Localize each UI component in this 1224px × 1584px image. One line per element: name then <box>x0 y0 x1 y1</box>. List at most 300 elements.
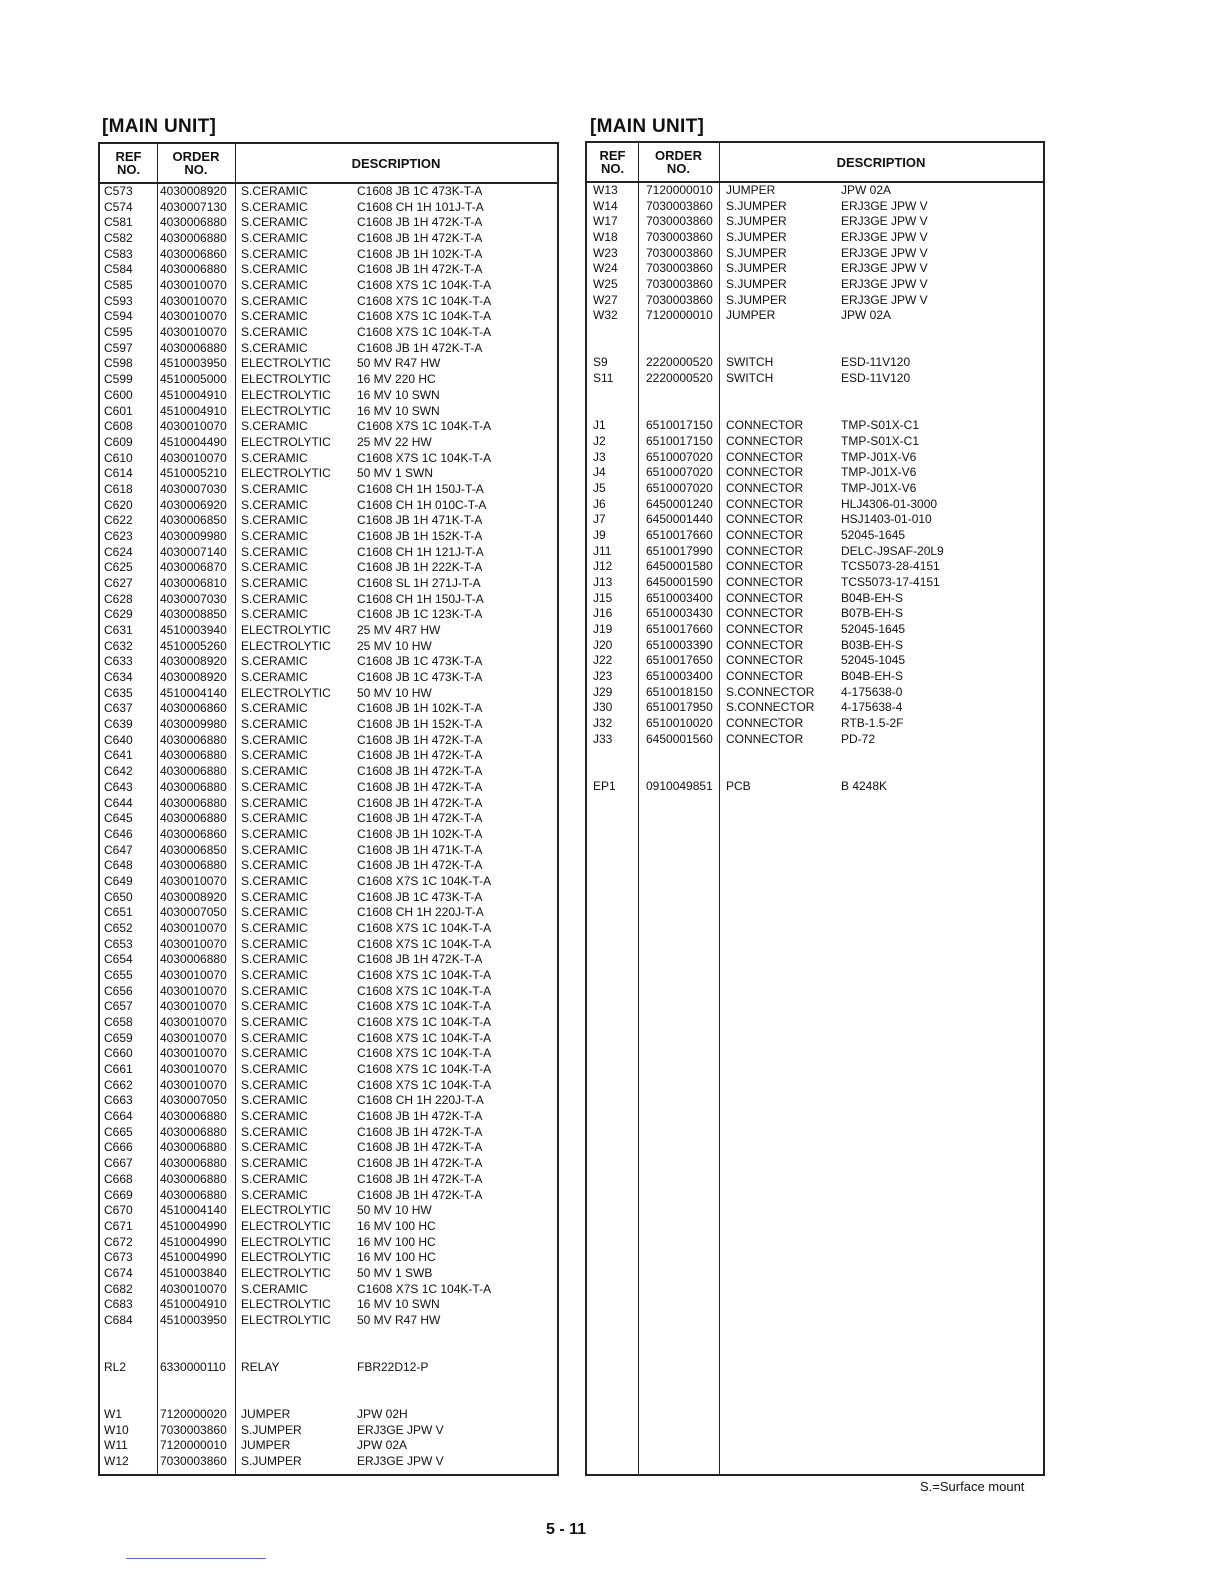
order-no: 4030010070 <box>160 873 227 888</box>
ref-no: J32 <box>593 716 613 731</box>
ref-no: W1 <box>104 1407 122 1422</box>
part-spec: C1608 X7S 1C 104K-T-A <box>357 968 492 982</box>
order-no: 4510004490 <box>160 434 227 449</box>
ref-no: C629 <box>104 607 133 622</box>
part-spec: TMP-J01X-V6 <box>841 449 917 464</box>
part-type: SWITCH <box>726 355 774 370</box>
order-no: 4030010070 <box>160 1046 227 1061</box>
part-type: S.CERAMIC <box>241 481 308 496</box>
part-type: S.JUMPER <box>241 1454 302 1469</box>
ref-no: S11 <box>593 371 614 386</box>
part-spec: C1608 JB 1H 472K-T-A <box>357 732 483 747</box>
order-no: 4030008920 <box>160 670 227 685</box>
part-type: S.CERAMIC <box>241 1077 308 1092</box>
order-no: 4030006860 <box>160 701 227 716</box>
part-spec: JPW 02A <box>357 1438 408 1453</box>
ref-no: C631 <box>104 623 133 638</box>
part-type: S.JUMPER <box>726 245 787 260</box>
order-no: 4030006880 <box>160 231 227 246</box>
ref-no: C663 <box>104 1093 133 1108</box>
ref-no: C674 <box>104 1265 133 1280</box>
right-header-ref <box>587 143 638 181</box>
order-no: 7120000010 <box>646 308 713 323</box>
part-type: S.CERAMIC <box>241 732 308 747</box>
part-type: S.CERAMIC <box>241 262 308 277</box>
ref-no: C668 <box>104 1171 133 1186</box>
ref-no: C656 <box>104 983 133 998</box>
part-spec: ERJ3GE JPW V <box>841 292 928 307</box>
part-type: S.JUMPER <box>726 214 787 229</box>
part-type: S.CERAMIC <box>241 513 308 528</box>
order-no: 4030008850 <box>160 607 227 622</box>
part-spec: HLJ4306-01-3000 <box>841 496 938 511</box>
ref-no: W14 <box>593 198 618 213</box>
ref-no: J29 <box>593 684 613 699</box>
ref-no: W27 <box>593 292 618 307</box>
part-type: CONNECTOR <box>726 418 804 433</box>
part-type: S.CERAMIC <box>241 701 308 716</box>
order-no: 4510004910 <box>160 403 227 418</box>
part-type: ELECTROLYTIC <box>241 638 331 653</box>
part-type: S.CERAMIC <box>241 246 308 261</box>
order-no: 4030006880 <box>160 795 227 810</box>
part-type: S.CONNECTOR <box>726 684 815 699</box>
ref-no: J2 <box>593 433 606 448</box>
ref-no: C598 <box>104 356 133 371</box>
order-no: 4030007030 <box>160 591 227 606</box>
order-no: 4030006880 <box>160 748 227 763</box>
order-no: 4030007050 <box>160 905 227 920</box>
right-section-title: [MAIN UNIT] <box>590 116 705 137</box>
ref-no: J5 <box>593 480 606 495</box>
part-type: S.JUMPER <box>726 261 787 276</box>
ref-no: C664 <box>104 1109 133 1124</box>
ref-no: C628 <box>104 591 133 606</box>
part-type: CONNECTOR <box>726 669 804 684</box>
order-no: 4030010070 <box>160 1015 227 1030</box>
part-type: S.CERAMIC <box>241 983 308 998</box>
order-no: 4030006880 <box>160 858 227 873</box>
part-type: S.CERAMIC <box>241 576 308 590</box>
ref-no: C657 <box>104 999 133 1014</box>
part-type: JUMPER <box>241 1438 291 1453</box>
part-type: CONNECTOR <box>726 527 804 542</box>
order-no: 6510003400 <box>646 669 713 684</box>
order-no: 6510017150 <box>646 418 713 433</box>
order-no: 4510004990 <box>160 1234 227 1249</box>
ref-no: C665 <box>104 1124 133 1139</box>
ref-no: C585 <box>104 278 133 293</box>
order-no: 6510003430 <box>646 606 713 621</box>
part-type: CONNECTOR <box>726 590 804 605</box>
part-spec: 25 MV 22 HW <box>357 434 432 449</box>
ref-no: C593 <box>104 293 133 308</box>
part-spec: C1608 JB 1H 472K-T-A <box>357 1140 483 1155</box>
part-type: S.CERAMIC <box>241 1062 308 1077</box>
part-spec: JPW 02A <box>841 183 892 197</box>
part-type: S.CERAMIC <box>241 920 308 935</box>
ref-no: J30 <box>593 700 613 715</box>
part-type: S.CERAMIC <box>241 1109 308 1124</box>
ref-no: W23 <box>593 245 618 260</box>
order-no: 4030010070 <box>160 1062 227 1077</box>
part-type: ELECTROLYTIC <box>241 685 331 700</box>
right-header-order <box>638 143 719 181</box>
part-type: S.CERAMIC <box>241 278 308 293</box>
part-spec: 16 MV 220 HC <box>357 372 436 387</box>
order-no: 6510017660 <box>646 527 713 542</box>
part-spec: TMP-S01X-C1 <box>841 418 920 433</box>
part-type: S.JUMPER <box>726 292 787 307</box>
order-no: 6510003390 <box>646 637 713 652</box>
ref-no: J22 <box>593 653 613 668</box>
part-spec: C1608 JB 1H 472K-T-A <box>357 748 483 763</box>
part-spec: 50 MV R47 HW <box>357 356 441 371</box>
ref-no: C573 <box>104 184 133 198</box>
part-type: CONNECTOR <box>726 543 804 558</box>
ref-no: C646 <box>104 826 133 841</box>
part-spec: 16 MV 10 SWN <box>357 1297 440 1312</box>
ref-no: C658 <box>104 1015 133 1030</box>
order-no: 4030006880 <box>160 952 227 967</box>
ref-no: C608 <box>104 419 133 434</box>
part-spec: C1608 JB 1H 472K-T-A <box>357 811 483 826</box>
part-type: S.CERAMIC <box>241 309 308 324</box>
part-spec: ESD-11V120 <box>841 371 911 386</box>
part-type: S.CERAMIC <box>241 1046 308 1061</box>
order-no: 4030006880 <box>160 1171 227 1186</box>
part-type: S.CERAMIC <box>241 670 308 685</box>
ref-no: C652 <box>104 920 133 935</box>
ref-no: W11 <box>104 1438 128 1453</box>
part-type: CONNECTOR <box>726 575 804 589</box>
part-spec: ESD-11V120 <box>841 355 911 370</box>
part-spec: 52045-1045 <box>841 653 906 668</box>
part-spec: C1608 JB 1H 472K-T-A <box>357 1109 483 1124</box>
order-no: 4030010070 <box>160 309 227 324</box>
left-section-title: [MAIN UNIT] <box>102 116 217 137</box>
part-spec: 16 MV 10 SWN <box>357 403 440 418</box>
order-no: 6510007020 <box>646 465 713 480</box>
part-spec: ERJ3GE JPW V <box>841 277 928 292</box>
ref-no: W17 <box>593 214 618 229</box>
ref-no: C660 <box>104 1046 133 1061</box>
part-type: CONNECTOR <box>726 622 804 637</box>
part-type: S.CERAMIC <box>241 1187 308 1202</box>
ref-no: C682 <box>104 1281 133 1296</box>
ref-no: C618 <box>104 481 133 496</box>
part-spec: C1608 JB 1H 472K-T-A <box>357 795 483 810</box>
part-spec: 50 MV 10 HW <box>357 1203 432 1218</box>
left-column-divider-1 <box>157 144 158 1474</box>
part-type: S.JUMPER <box>726 198 787 213</box>
part-type: S.CERAMIC <box>241 999 308 1014</box>
order-no: 7030003860 <box>646 277 713 292</box>
ref-no: J1 <box>593 418 606 433</box>
part-type: S.CERAMIC <box>241 1030 308 1045</box>
part-spec: C1608 X7S 1C 104K-T-A <box>357 1030 492 1045</box>
left-header-order-label: ORDER NO. <box>172 149 220 177</box>
ref-no: C622 <box>104 513 133 528</box>
order-no: 4030006880 <box>160 262 227 277</box>
part-type: S.CERAMIC <box>241 1156 308 1171</box>
ref-no: C599 <box>104 372 133 387</box>
part-type: ELECTROLYTIC <box>241 1234 331 1249</box>
part-type: S.CERAMIC <box>241 607 308 622</box>
ref-no: C597 <box>104 340 133 355</box>
order-no: 7030003860 <box>646 245 713 260</box>
order-no: 4030010070 <box>160 325 227 340</box>
part-spec: C1608 X7S 1C 104K-T-A <box>357 309 492 324</box>
part-type: ELECTROLYTIC <box>241 1250 331 1265</box>
order-no: 7120000010 <box>160 1438 227 1453</box>
ref-no: C648 <box>104 858 133 873</box>
part-spec: C1608 CH 1H 121J-T-A <box>357 544 484 559</box>
part-spec: C1608 X7S 1C 104K-T-A <box>357 1062 492 1077</box>
part-type: S.CERAMIC <box>241 1124 308 1139</box>
part-type: CONNECTOR <box>726 559 804 574</box>
order-no: 7030003860 <box>646 214 713 229</box>
right-header-description-label: DESCRIPTION <box>836 154 926 170</box>
part-type: S.CERAMIC <box>241 1140 308 1155</box>
order-no: 4030007140 <box>160 544 227 559</box>
order-no: 4510004140 <box>160 685 227 700</box>
part-spec: C1608 JB 1H 472K-T-A <box>357 262 483 277</box>
ref-no: C601 <box>104 403 133 418</box>
part-spec: ERJ3GE JPW V <box>841 198 928 213</box>
right-header-order-label: ORDER NO. <box>655 148 702 176</box>
part-spec: 16 MV 10 SWN <box>357 387 440 402</box>
part-spec: 16 MV 100 HC <box>357 1234 436 1249</box>
part-spec: C1608 CH 1H 101J-T-A <box>357 199 484 214</box>
left-column-divider-2 <box>235 144 236 1474</box>
part-spec: C1608 X7S 1C 104K-T-A <box>357 873 492 888</box>
part-spec: B03B-EH-S <box>841 637 904 652</box>
ref-no: C583 <box>104 246 133 261</box>
order-no: 4510003840 <box>160 1265 227 1280</box>
part-type: ELECTROLYTIC <box>241 372 331 387</box>
ref-no: C639 <box>104 717 133 732</box>
order-no: 4030006880 <box>160 732 227 747</box>
part-spec: 50 MV 1 SWN <box>357 466 434 481</box>
part-spec: TMP-S01X-C1 <box>841 433 920 448</box>
order-no: 4030010070 <box>160 936 227 951</box>
ref-no: C655 <box>104 968 133 982</box>
part-type: S.CERAMIC <box>241 497 308 512</box>
order-no: 6450001440 <box>646 512 713 527</box>
ref-no: C659 <box>104 1030 133 1045</box>
order-no: 4030010070 <box>160 920 227 935</box>
ref-no: C609 <box>104 434 133 449</box>
part-type: CONNECTOR <box>726 433 804 448</box>
order-no: 6510017660 <box>646 622 713 637</box>
part-type: S.CERAMIC <box>241 419 308 434</box>
part-spec: C1608 JB 1H 472K-T-A <box>357 779 483 794</box>
part-type: S.CERAMIC <box>241 952 308 967</box>
ref-no: W24 <box>593 261 618 276</box>
part-type: S.CERAMIC <box>241 873 308 888</box>
part-type: S.CERAMIC <box>241 1171 308 1186</box>
order-no: 4030006870 <box>160 560 227 575</box>
ref-no: C647 <box>104 842 133 857</box>
order-no: 4030010070 <box>160 983 227 998</box>
ref-no: C661 <box>104 1062 133 1077</box>
part-spec: ERJ3GE JPW V <box>841 245 928 260</box>
part-spec: C1608 JB 1H 222K-T-A <box>357 560 483 575</box>
ref-no: J20 <box>593 637 613 652</box>
order-no: 4030006860 <box>160 246 227 261</box>
order-no: 4510003950 <box>160 1312 227 1327</box>
order-no: 4030008920 <box>160 184 227 198</box>
part-spec: TCS5073-28-4151 <box>841 559 940 574</box>
ref-no: J13 <box>593 575 613 589</box>
order-no: 2220000520 <box>646 371 713 386</box>
part-spec: C1608 CH 1H 010C-T-A <box>357 497 487 512</box>
order-no: 4030006880 <box>160 764 227 779</box>
part-spec: C1608 X7S 1C 104K-T-A <box>357 936 492 951</box>
order-no: 4030006880 <box>160 1124 227 1139</box>
order-no: 4030009980 <box>160 717 227 732</box>
part-type: ELECTROLYTIC <box>241 387 331 402</box>
order-no: 6510017150 <box>646 433 713 448</box>
order-no: 4030006880 <box>160 215 227 230</box>
ref-no: C662 <box>104 1077 133 1092</box>
part-spec: C1608 JB 1H 102K-T-A <box>357 246 483 261</box>
order-no: 4510003940 <box>160 623 227 638</box>
right-header-description <box>719 143 1043 181</box>
part-spec: C1608 JB 1C 123K-T-A <box>357 607 483 622</box>
ref-no: W25 <box>593 277 618 292</box>
ref-no: C594 <box>104 309 133 324</box>
order-no: 4030006880 <box>160 1109 227 1124</box>
order-no: 4030006850 <box>160 842 227 857</box>
right-parts-table <box>585 141 1045 1476</box>
ref-no: J4 <box>593 465 606 480</box>
bottom-rule <box>126 1558 266 1559</box>
ref-no: C650 <box>104 889 133 904</box>
part-spec: C1608 JB 1H 472K-T-A <box>357 215 483 230</box>
part-spec: ERJ3GE JPW V <box>841 261 928 276</box>
ref-no: W18 <box>593 230 618 245</box>
part-spec: C1608 JB 1H 152K-T-A <box>357 528 483 543</box>
part-type: CONNECTOR <box>726 637 804 652</box>
part-spec: C1608 JB 1H 102K-T-A <box>357 826 483 841</box>
part-spec: C1608 CH 1H 150J-T-A <box>357 591 484 606</box>
ref-no: J3 <box>593 449 606 464</box>
order-no: 4030006850 <box>160 513 227 528</box>
order-no: 6510017650 <box>646 653 713 668</box>
part-spec: C1608 X7S 1C 104K-T-A <box>357 450 492 465</box>
order-no: 6510017990 <box>646 543 713 558</box>
part-type: S.CERAMIC <box>241 842 308 857</box>
ref-no: J12 <box>593 559 613 574</box>
ref-no: C673 <box>104 1250 133 1265</box>
part-spec: C1608 JB 1H 472K-T-A <box>357 231 483 246</box>
page-number: 5 - 11 <box>546 1521 587 1538</box>
part-type: S.CERAMIC <box>241 764 308 779</box>
part-spec: FBR22D12-P <box>357 1360 429 1374</box>
part-type: JUMPER <box>726 308 776 323</box>
part-type: S.CERAMIC <box>241 325 308 340</box>
part-type: ELECTROLYTIC <box>241 434 331 449</box>
ref-no: EP1 <box>593 778 616 793</box>
part-spec: 50 MV R47 HW <box>357 1312 441 1327</box>
part-spec: C1608 JB 1H 472K-T-A <box>357 1187 483 1202</box>
order-no: 4030006860 <box>160 826 227 841</box>
ref-no: J15 <box>593 590 613 605</box>
order-no: 7030003860 <box>646 261 713 276</box>
part-spec: ERJ3GE JPW V <box>357 1422 444 1437</box>
ref-no: C666 <box>104 1140 133 1155</box>
part-spec: TCS5073-17-4151 <box>841 575 940 589</box>
part-spec: C1608 JB 1H 472K-T-A <box>357 764 483 779</box>
part-spec: C1608 X7S 1C 104K-T-A <box>357 983 492 998</box>
part-type: S.CERAMIC <box>241 184 308 198</box>
order-no: 6510017950 <box>646 700 713 715</box>
part-spec: C1608 JB 1H 102K-T-A <box>357 701 483 716</box>
right-column-divider-2 <box>719 143 720 1474</box>
ref-no: C669 <box>104 1187 133 1202</box>
order-no: 7030003860 <box>160 1454 227 1469</box>
part-spec: 25 MV 4R7 HW <box>357 623 441 638</box>
ref-no: S9 <box>593 355 608 370</box>
order-no: 6450001590 <box>646 575 713 589</box>
ref-no: C671 <box>104 1218 133 1233</box>
part-spec: C1608 JB 1C 473K-T-A <box>357 889 483 904</box>
part-spec: C1608 JB 1H 472K-T-A <box>357 1156 483 1171</box>
ref-no: C644 <box>104 795 133 810</box>
part-type: S.CERAMIC <box>241 231 308 246</box>
ref-no: C635 <box>104 685 133 700</box>
ref-no: C623 <box>104 528 133 543</box>
order-no: 7120000020 <box>160 1407 227 1422</box>
part-type: S.CERAMIC <box>241 858 308 873</box>
ref-no: C574 <box>104 199 133 214</box>
part-spec: 4-175638-4 <box>841 700 903 715</box>
right-column-divider-1 <box>638 143 639 1474</box>
part-type: S.JUMPER <box>726 230 787 245</box>
ref-no: C600 <box>104 387 133 402</box>
order-no: 4030006920 <box>160 497 227 512</box>
order-no: 4030006880 <box>160 1156 227 1171</box>
part-spec: C1608 X7S 1C 104K-T-A <box>357 999 492 1014</box>
part-spec: 50 MV 1 SWB <box>357 1265 433 1280</box>
ref-no: C654 <box>104 952 133 967</box>
part-spec: C1608 JB 1H 471K-T-A <box>357 513 483 528</box>
ref-no: C641 <box>104 748 133 763</box>
part-type: S.CERAMIC <box>241 717 308 732</box>
left-parts-table <box>98 142 559 1476</box>
order-no: 6510007020 <box>646 449 713 464</box>
part-spec: B04B-EH-S <box>841 669 904 684</box>
part-spec: C1608 X7S 1C 104K-T-A <box>357 419 492 434</box>
footnote: S.=Surface mount <box>920 1479 1025 1494</box>
part-spec: C1608 JB 1H 472K-T-A <box>357 340 483 355</box>
part-spec: PD-72 <box>841 731 876 746</box>
order-no: 4510004910 <box>160 1297 227 1312</box>
part-spec: C1608 SL 1H 271J-T-A <box>357 576 481 590</box>
part-type: ELECTROLYTIC <box>241 356 331 371</box>
ref-no: C643 <box>104 779 133 794</box>
part-spec: C1608 JB 1H 471K-T-A <box>357 842 483 857</box>
part-spec: C1608 JB 1H 472K-T-A <box>357 1171 483 1186</box>
ref-no: C653 <box>104 936 133 951</box>
ref-no: C645 <box>104 811 133 826</box>
ref-no: C649 <box>104 873 133 888</box>
part-type: CONNECTOR <box>726 512 804 527</box>
order-no: 4030010070 <box>160 293 227 308</box>
ref-no: W12 <box>104 1454 129 1469</box>
